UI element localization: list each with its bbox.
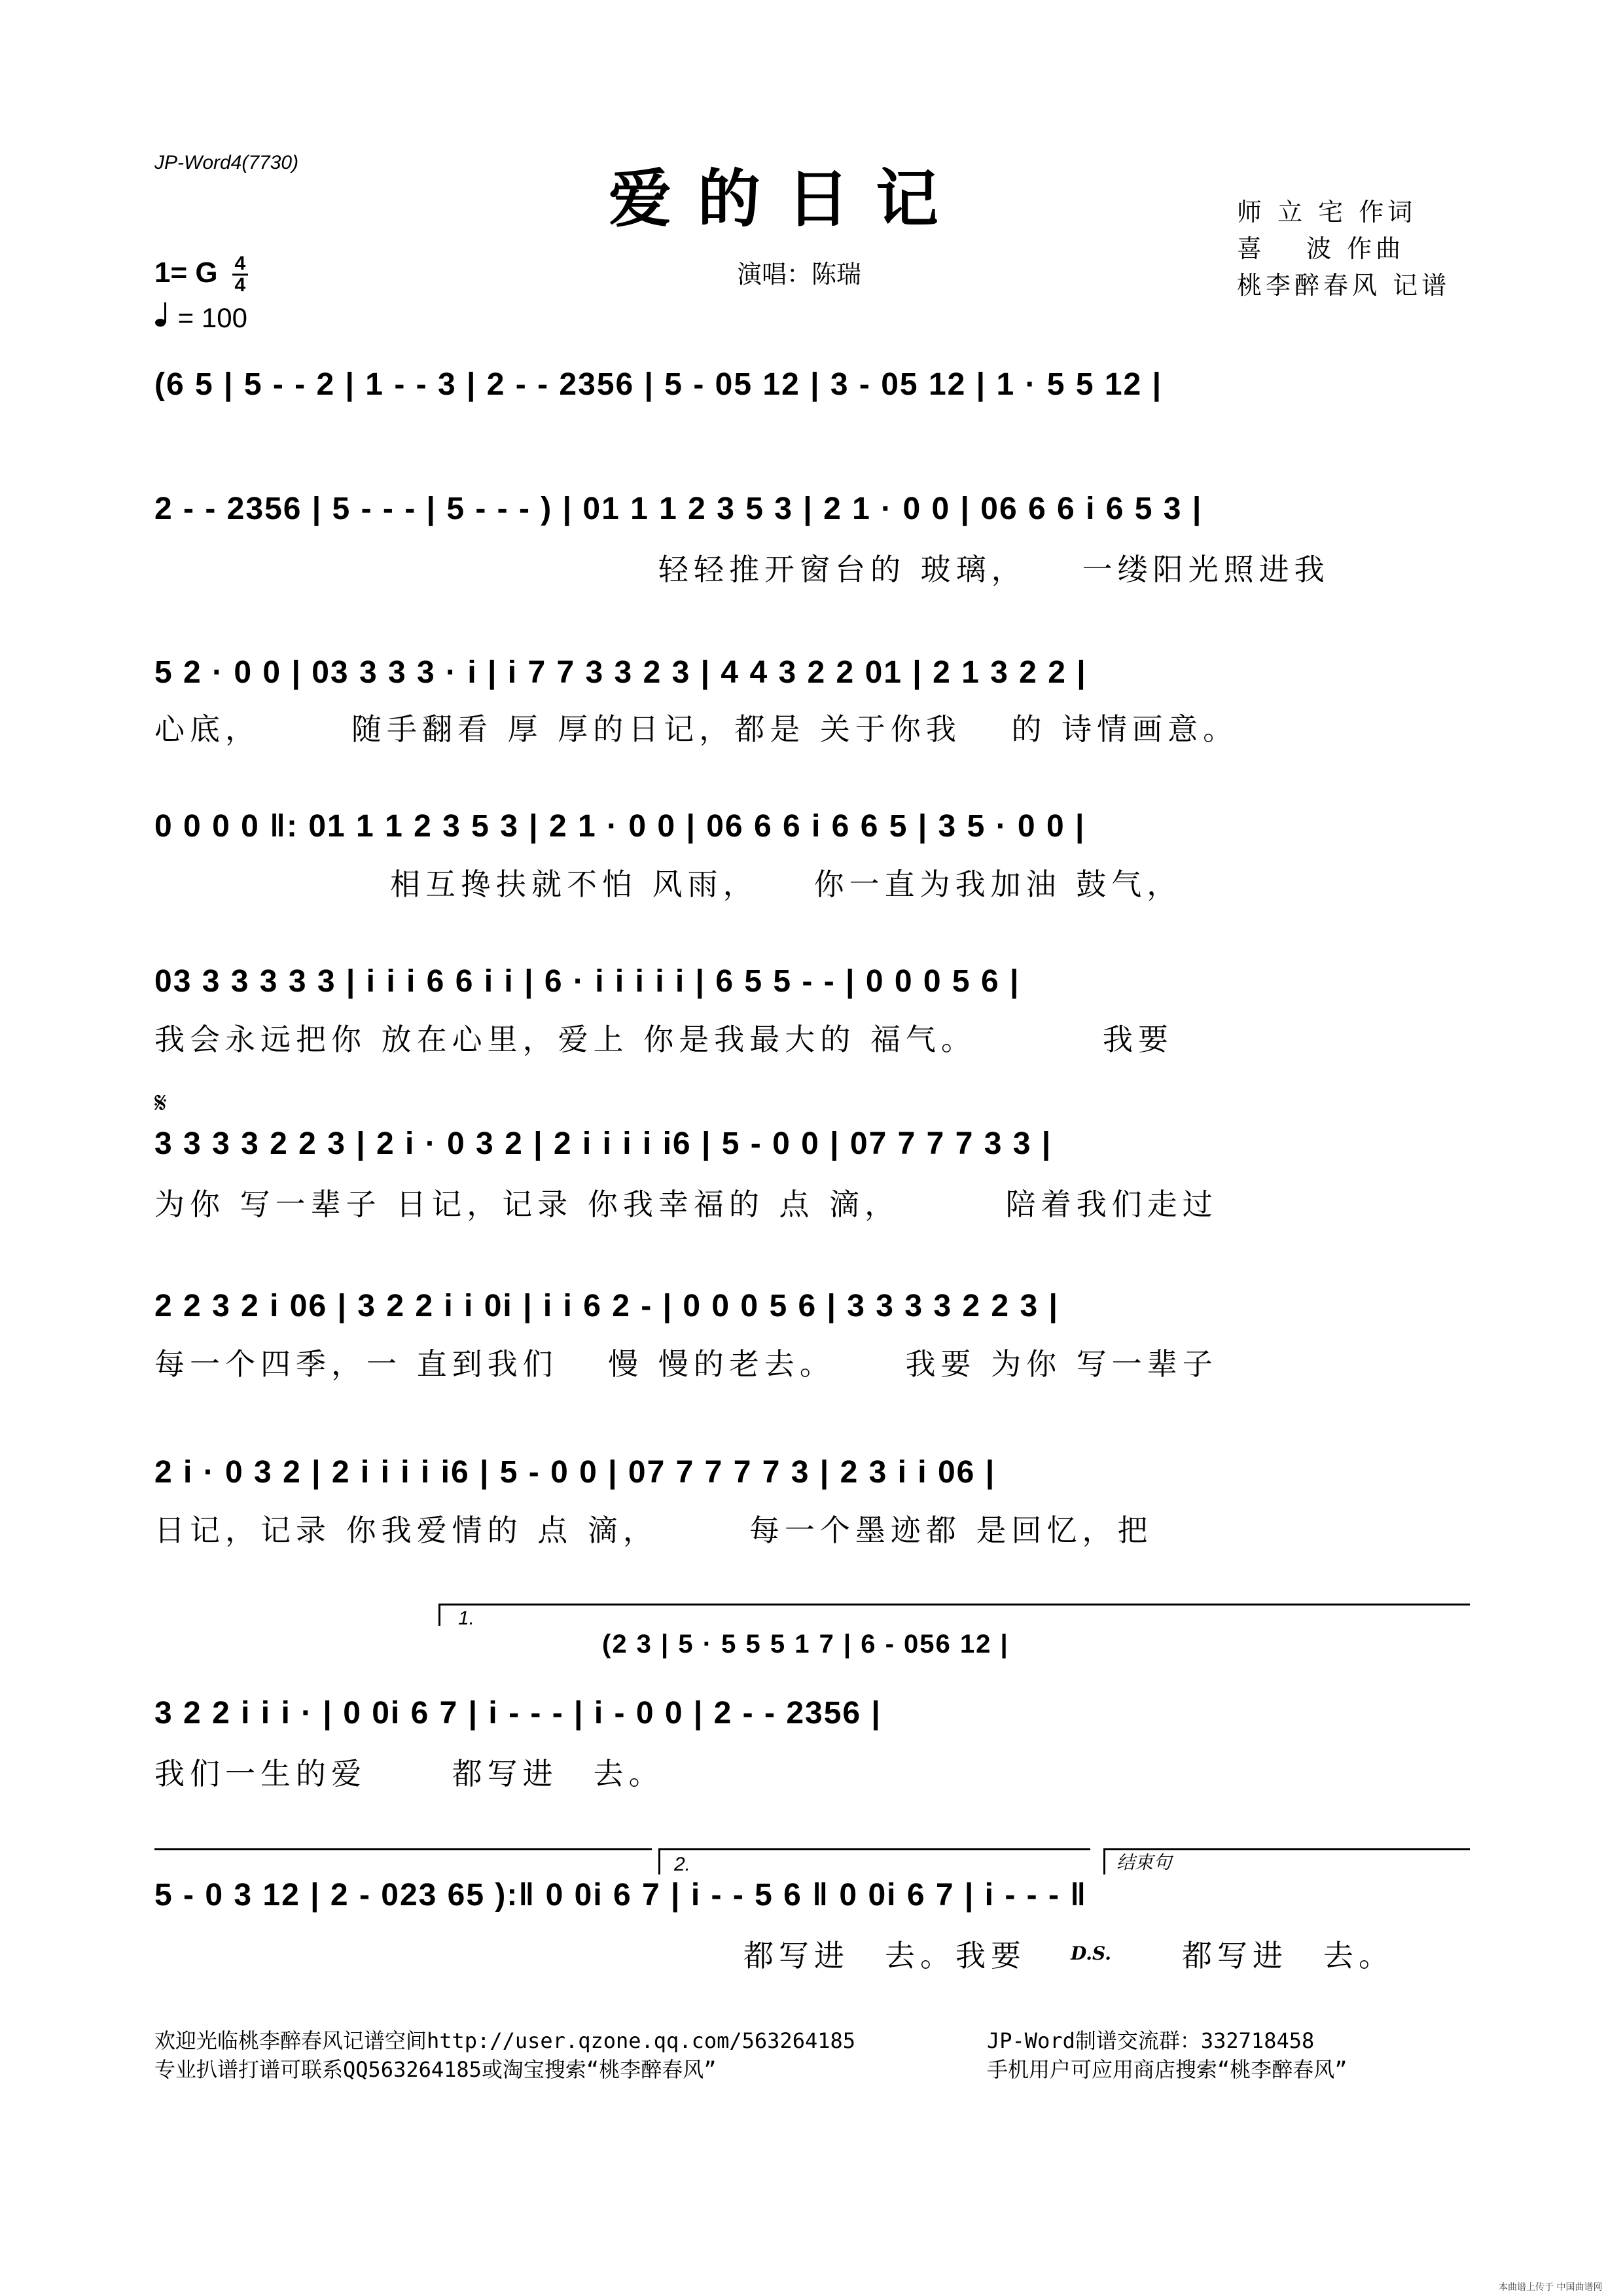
dal-segno-mark: D.S. [1071, 1943, 1112, 1964]
footer-app-search: 手机用户可应用商店搜索“桃李醉春风” [987, 2057, 1347, 2082]
notes-line: 2 - - 2356 | 5 - - - | 5 - - - ) | 01 1 1 2 3 5 3 | 2 1 · 0 0 | 06 6 6 i 6 5 3 | [154, 492, 1203, 526]
footer-group: JP-Word制谱交流群：332718458 [987, 2028, 1315, 2053]
footer-right [987, 2026, 1347, 2084]
song-title: 爱的日记 [609, 162, 965, 236]
quarter-note-icon [154, 301, 170, 327]
credits [1237, 194, 1450, 304]
lyrics-line: 为你 写一辈子 日记，记录 你我幸福的 点 滴， 陪着我们走过 [154, 1187, 1218, 1222]
notes-line: 5 2 · 0 0 | 03 3 3 3 · i | i 7 7 3 3 2 3 | 4 4 3 2 2 01 | 2 1 3 2 2 | [154, 655, 1087, 690]
intro-notes-line: (2 3 | 5 · 5 5 5 1 7 | 6 - 056 12 | [602, 1630, 1009, 1659]
volta-2-bracket [658, 1848, 1090, 1850]
lyrics-line: 我会永远把你 放在心里，爱上 你是我最大的 福气。 我要 [154, 1022, 1173, 1057]
volta-2-label: 2. [674, 1854, 691, 1875]
lyrics-line-ending: 都写进 去。 [1182, 1938, 1394, 1973]
lyrics-line: 相互搀扶就不怕 风雨， 你一直为我加油 鼓气， [390, 867, 1183, 902]
software-label: JP-Word4(7730) [154, 152, 299, 173]
volta-1-label: 1. [458, 1607, 475, 1629]
notes-line: 03 3 3 3 3 3 | i i i 6 6 i i | 6 · i i i i i | 6 5 5 - - | 0 0 0 5 6 | [154, 964, 1020, 999]
lyricist-credit: 师 立 宅 作词 [1237, 198, 1417, 226]
ending-bracket-start [1103, 1848, 1105, 1874]
tempo-value: = 100 [177, 302, 247, 333]
lyrics-line: 轻轻推开窗台的 玻璃， 一缕阳光照进我 [658, 552, 1330, 587]
lyrics-line: 我们一生的爱 都写进 去。 [154, 1756, 664, 1791]
ending-label: 结束句 [1116, 1852, 1172, 1873]
lyrics-line: 心底， 随手翻看 厚 厚的日记，都是 关于你我 的 诗情画意。 [154, 711, 1239, 747]
composer-credit: 喜 波 作曲 [1237, 234, 1405, 263]
notes-line: (6 5 | 5 - - 2 | 1 - - 3 | 2 - - 2356 | 5 - 05 12 | 3 - 05 12 | 1 · 5 5 12 | [154, 367, 1163, 402]
notes-line: 2 2 3 2 i 06 | 3 2 2 i i 0i | i i 6 2 - | 0 0 0 5 6 | 3 3 3 3 2 2 3 | [154, 1289, 1059, 1323]
time-top: 4 [234, 253, 246, 274]
volta-1-bracket-end [438, 1604, 440, 1626]
volta-2-bracket-start [658, 1848, 660, 1874]
site-watermark: 本曲谱上传于 中国曲谱网 [1499, 2282, 1603, 2293]
notes-line: 3 2 2 i i i · | 0 0i 6 7 | i - - - | i - 0 0 | 2 - - 2356 | [154, 1696, 882, 1731]
tempo-mark [154, 301, 247, 334]
footer-contact: 专业扒谱打谱可联系QQ563264185或淘宝搜索“桃李醉春风” [154, 2057, 717, 2082]
lyrics-line: 日记，记录 你我爱情的 点 滴， 每一个墨迹都 是回忆，把 [154, 1513, 1153, 1548]
notes-line: 3 3 3 3 2 2 3 | 2 i · 0 3 2 | 2 i i i i i6 | 5 - 0 0 | 07 7 7 7 3 3 | [154, 1126, 1052, 1161]
segno-sign: 𝄋 [154, 1086, 167, 1120]
notes-line: 0 0 0 0 ‖: 01 1 1 2 3 5 3 | 2 1 · 0 0 | 06 6 6 i 6 6 5 | 3 5 · 0 0 | [154, 809, 1086, 844]
transcriber-credit: 桃李醉春风 记谱 [1237, 271, 1451, 300]
key-text: 1= G [154, 257, 218, 289]
lyrics-line: 每一个四季，一 直到我们 慢 慢的老去。 我要 为你 写一辈子 [154, 1346, 1218, 1382]
volta-1-continuation [154, 1848, 652, 1850]
notes-line: 2 i · 0 3 2 | 2 i i i i i6 | 5 - 0 0 | 07 7 7 7 7 3 | 2 3 i i 06 | [154, 1455, 996, 1490]
notes-line: 5 - 0 3 12 | 2 - 023 65 ):‖ 0 0i 6 7 | i - - 5 6 ‖ 0 0i 6 7 | i - - - ‖ [154, 1878, 1088, 1912]
time-signature [232, 254, 248, 295]
time-bottom: 4 [234, 274, 246, 296]
footer-website: 欢迎光临桃李醉春风记谱空间http://user.qzone.qq.com/563264185 [154, 2028, 856, 2053]
footer-left [154, 2026, 855, 2084]
volta-1-bracket [438, 1604, 1470, 1605]
singer-label: 演唱：陈瑞 [737, 260, 862, 289]
lyrics-line-volta-2: 都写进 去。我要 [743, 1938, 1026, 1973]
key-signature [154, 254, 248, 295]
